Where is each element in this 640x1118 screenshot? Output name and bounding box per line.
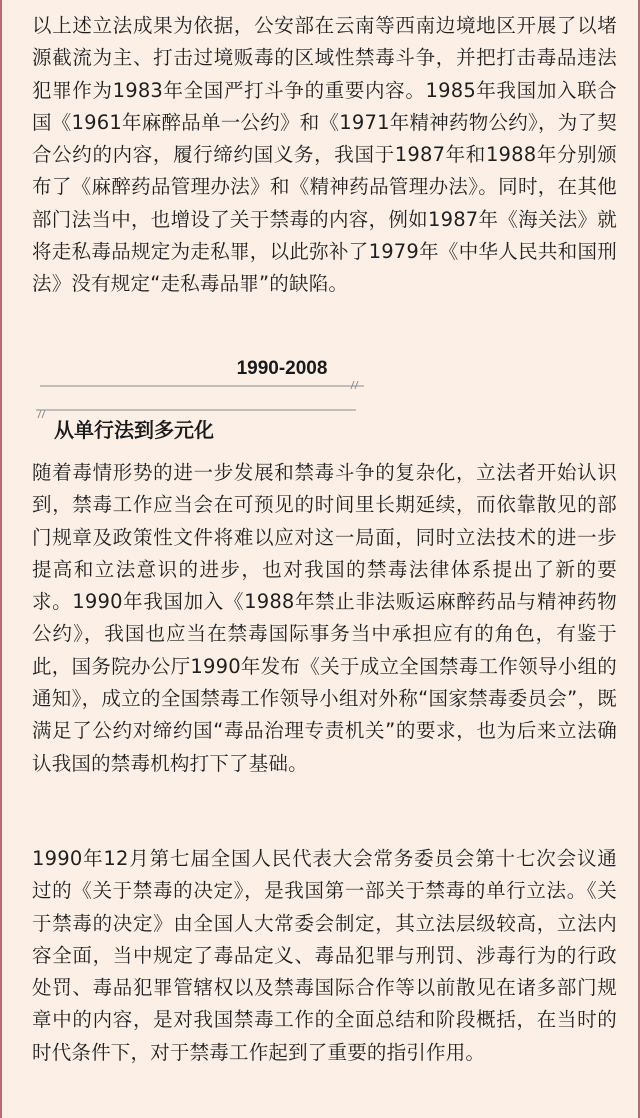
divider-upper-slash-2 (355, 381, 358, 389)
section-divider (2, 375, 640, 420)
divider-upper-slash-1 (351, 381, 354, 389)
paragraph-background: 随着毒情形势的进一步发展和禁毒斗争的复杂化，立法者开始认识到，禁毒工作应当会在可预见的时间里长期延续，而依靠散见的部门规章及政策性文件将难以应对这一局面，同时立法技术的进一步提高和立法意识的进步，也对我国的禁毒法律体系提出了新的要求。1990年我国加入《1988年禁止非法贩运麻醉药品与精神药物公约》，我国也应当在禁毒国际事务当中承担应有的角色，有鉴于此，国务院办公厅1990年发布《关于成立全国禁毒工作领导小组的通知》，成立的全国禁毒工作领导小组对外称“国家禁毒委员会”，既满足了公约对缔约国“毒品治理专责机关”的要求，也为后来立法确认我国的禁毒机构打下了基础。 (32, 461, 617, 775)
period-label: 1990-2008 (236, 358, 328, 379)
divider-lower-slash-1 (38, 410, 41, 418)
section-heading: 从单行法到多元化 (54, 418, 214, 442)
divider-lower-slash-2 (42, 410, 45, 418)
paragraph-decision: 1990年12月第七届全国人民代表大会常务委员会第十七次会议通过的《关于禁毒的决定》，是我国第一部关于禁毒的单行立法。《关于禁毒的决定》由全国人大常委会制定，其立法层级较高，立法内容全面，当中规定了毒品定义、毒品犯罪与刑罚、涉毒行为的行政处罚、毒品犯罪管辖权以及禁毒国际合作等以前散见在诸多部门规章中的内容，是对我国禁毒工作的全面总结和阶段概括，在当时的时代条件下，对于禁毒工作起到了重要的指引作用。 (32, 847, 617, 1064)
paragraph-intro: 以上述立法成果为依据，公安部在云南等西南边境地区开展了以堵源截流为主、打击过境贩毒的区域性禁毒斗争，并把打击毒品违法犯罪作为1983年全国严打斗争的重要内容。1985年我国加入联合国《1961年麻醉品单一公约》和《1971年精神药物公约》，为了契合公约的内容，履行缔约国义务，我国于1987年和1988年分别颁布了《麻醉药品管理办法》和《精神药品管理办法》。同时，在其他部门法当中，也增设了关于禁毒的内容，例如1987年《海关法》就将走私毒品规定为走私罪，以此弥补了1979年《中华人民共和国刑法》没有规定“走私毒品罪”的缺陷。 (32, 14, 617, 296)
